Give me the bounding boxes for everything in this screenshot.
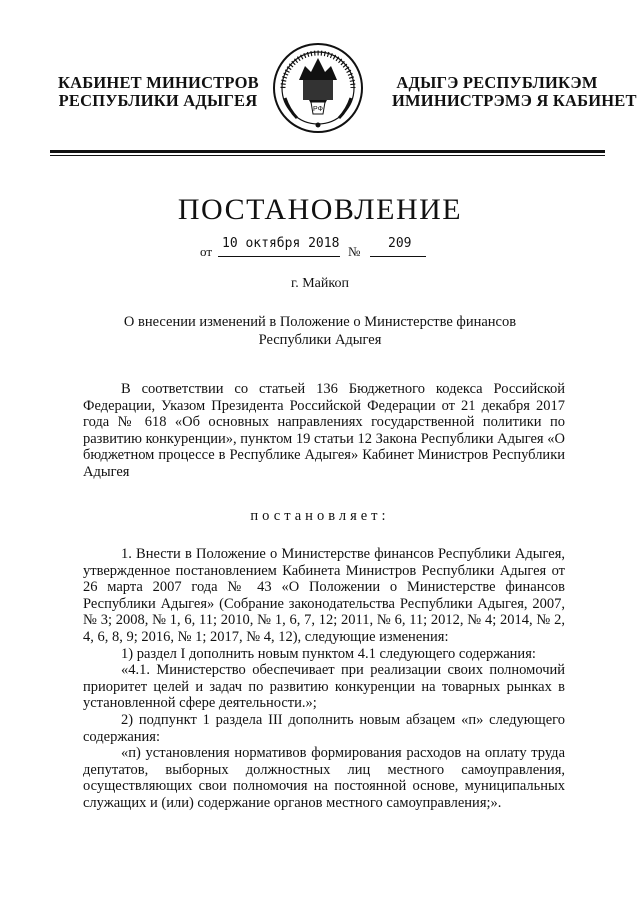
issuer-line-1: КАБИНЕТ МИНИСТРОВ <box>58 73 259 92</box>
decree-item: «п) установления нормативов формирования расходов на оплату труда депутатов, выборных должностных лиц местного самоуправления, осуществляющих свои полномочия на постоянной основе, муниципальных служащих и (или) содержание органов местного самоуправления;». <box>83 745 565 811</box>
number-value: 209 <box>388 236 412 251</box>
issuer-line-1: АДЫГЭ РЕСПУБЛИКЭМ <box>396 73 598 92</box>
number-underline <box>370 256 426 257</box>
decree-word: постановляет: <box>250 508 390 524</box>
republic-of-adygea-coat-of-arms-icon <box>271 40 365 136</box>
svg-text:РФ: РФ <box>313 106 323 113</box>
subject-line-2: Республики Адыгея <box>258 332 382 348</box>
document-subject <box>110 313 530 349</box>
decree-item: 1. Внести в Положение о Министерстве финансов Республики Адыгея, утвержденное постановлением Кабинета Министров Республики Адыгея от 26 марта 2007 года № 43 «О Положении о Министерстве финансов Республики Адыгея» (Собрание законодательства Республики Адыгея, 2007, № 3; 2008, № 1, 6, 11; 2010, № 1, 6, 7, 12; 2011, № 6, 11; 2012, № 4; 2014, № 2, 4, 6, 8, 9; 2016, № 1; 2017, № 4, 12), следующие изменения: <box>83 546 565 645</box>
preamble <box>83 381 565 481</box>
document-title: ПОСТАНОВЛЕНИЕ <box>177 193 463 226</box>
decree-item: 1) раздел I дополнить новым пунктом 4.1 следующего содержания: <box>121 645 536 662</box>
decree-item: «4.1. Министерство обеспечивает при реализации своих полномочий приоритет целей и задач по развитию конкуренции на товарных рынках в установленной сфере деятельности.»; <box>83 662 565 712</box>
subject-line-1: О внесении изменений в Положение о Министерстве финансов <box>123 314 517 330</box>
date-value: 10 октября 2018 <box>222 236 340 251</box>
issuer-name-russian <box>58 74 258 110</box>
issuer-line-2: РЕСПУБЛИКИ АДЫГЕЯ <box>58 91 258 110</box>
date-underline <box>218 256 340 257</box>
header-divider-thick <box>50 150 605 153</box>
issuer-name-adyghe <box>392 73 637 110</box>
decree-items <box>83 546 565 812</box>
header-divider-thin <box>50 155 605 156</box>
preamble-text: В соответствии со статьей 136 Бюджетного кодекса Российской Федерации, Указом Президента Российской Федерации от 21 декабря 2017 года № 618 «Об основных направлениях государственной политики по развитию конкуренции», пунктом 19 статьи 12 Закона Республики Адыгея «О бюджетном процессе в Республике Адыгея» Кабинет Министров Республики Адыгея <box>83 381 565 480</box>
issuer-line-2: ИМИНИСТРЭМЭ Я КАБИНЕТ <box>392 91 637 110</box>
date-label: от <box>200 244 213 259</box>
number-label: № <box>348 244 361 259</box>
city: г. Майкоп <box>291 276 349 291</box>
decree-item: 2) подпункт 1 раздела III дополнить новым абзацем «п» следующего содержания: <box>83 711 565 745</box>
